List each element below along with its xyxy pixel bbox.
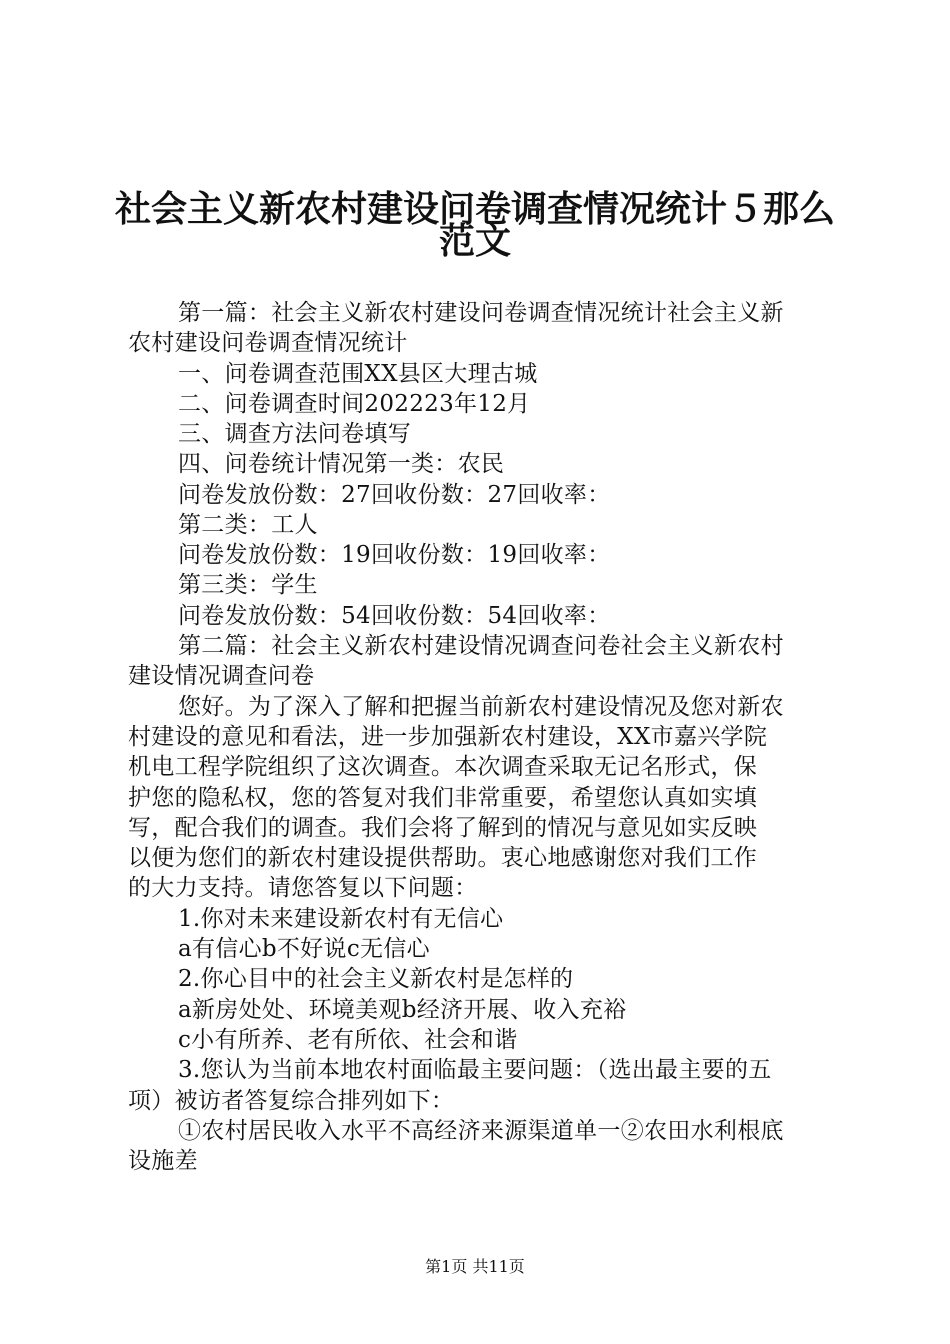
- body-line: a新房处处、环境美观b经济开展、收入充裕: [178, 997, 627, 1023]
- body-line: 一、问卷调查范围XX县区大理古城: [178, 361, 538, 387]
- body-line: 3.您认为当前本地农村面临最主要问题：（选出最主要的五: [178, 1057, 772, 1083]
- body-line: 2.你心目中的社会主义新农村是怎样的: [178, 966, 574, 992]
- body-line: 机电工程学院组织了这次调查。本次调查采取无记名形式，保: [128, 754, 758, 780]
- body-line: 您好。为了深入了解和把握当前新农村建设情况及您对新农: [178, 694, 784, 720]
- body-line: 村建设的意见和看法，进一步加强新农村建设，XX市嘉兴学院: [128, 724, 768, 750]
- body-line: 四、问卷统计情况第一类：农民: [178, 451, 505, 477]
- body-line: 设施差: [128, 1148, 198, 1174]
- body-line: 农村建设问卷调查情况统计: [128, 330, 408, 356]
- body-line: 建设情况调查问卷: [128, 663, 315, 689]
- body-line: 问卷发放份数：54回收份数：54回收率：: [178, 603, 611, 629]
- body-line: 三、调查方法问卷填写: [178, 421, 411, 447]
- body-line: c小有所养、老有所依、社会和谐: [178, 1027, 518, 1053]
- body-line: 护您的隐私权，您的答复对我们非常重要，希望您认真如实填: [128, 785, 758, 811]
- body-line: 1.你对未来建设新农村有无信心: [178, 906, 504, 932]
- body-line: 以便为您们的新农村建设提供帮助。衷心地感谢您对我们工作: [128, 845, 758, 871]
- body-line: 第二类：工人: [178, 512, 318, 538]
- body-line: a有信心b不好说c无信心: [178, 936, 430, 962]
- body-line: 写，配合我们的调查。我们会将了解到的情况与意见如实反映: [128, 815, 758, 841]
- body-line: 项）被访者答复综合排列如下：: [128, 1088, 455, 1114]
- body-line: 第三类：学生: [178, 572, 318, 598]
- body-line: ①农村居民收入水平不高经济来源渠道单一②农田水利根底: [178, 1118, 784, 1144]
- document-title-line-1: 社会主义新农村建设问卷调查情况统计５那么: [114, 189, 835, 230]
- body-line: 第一篇：社会主义新农村建设问卷调查情况统计社会主义新: [178, 300, 784, 326]
- body-line: 的大力支持。请您答复以下问题：: [128, 875, 478, 901]
- page-footer: 第1页 共11页: [425, 1257, 525, 1276]
- document-title-line-2: 范文: [438, 221, 511, 262]
- body-line: 问卷发放份数：27回收份数：27回收率：: [178, 482, 611, 508]
- body-line: 二、问卷调查时间202223年12月: [178, 391, 531, 417]
- body-line: 第二篇：社会主义新农村建设情况调查问卷社会主义新农村: [178, 633, 784, 659]
- body-line: 问卷发放份数：19回收份数：19回收率：: [178, 542, 611, 568]
